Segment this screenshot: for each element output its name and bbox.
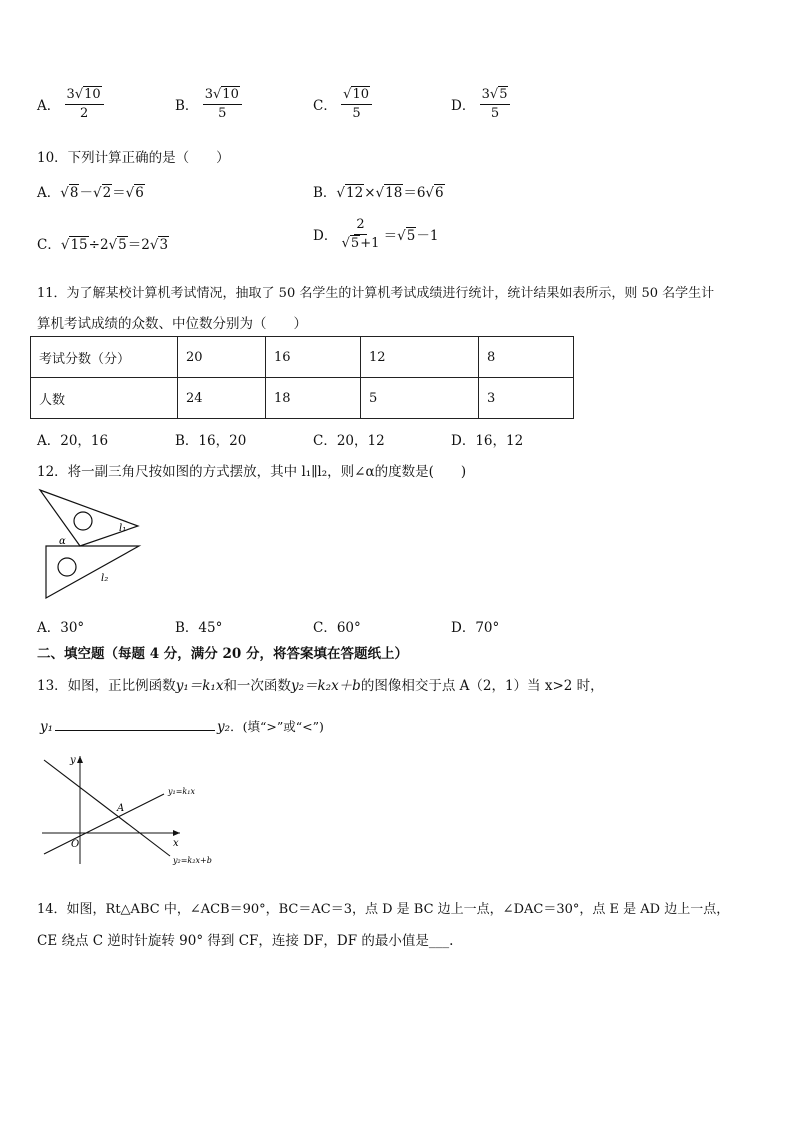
table-cell: 5 [361,378,479,419]
fraction: $\frac{2}{√5+1}$ [341,217,380,251]
q12-option-d: D．70° [451,620,500,636]
q9-option-a [37,88,104,120]
y-axis-arrow [77,756,83,763]
option-letter: D． [451,98,476,115]
table-cell: 24 [178,378,266,419]
option-letter: C． [313,98,337,115]
q12-option-b: B．45° [175,620,223,636]
q12-option-a: A．30° [37,620,85,636]
q10-option-b: B．√12×√18＝6√6 [313,185,444,201]
q10-option-c: C．√15÷2√5＝2√3 [37,237,169,253]
q13-stem: 13．如图，正比例函数y₁＝k₁x和一次函数y₂＝k₂x＋b的图像相交于点 A（2，1）当 x>2 时， [37,678,604,694]
line2-label: y₂=k₂x+b [173,856,212,865]
answer-blank [55,716,215,731]
table-cell: 考试分数（分） [31,337,178,378]
point-a-label: A [117,803,125,814]
origin-label: O [71,839,80,850]
q10-option-a: A．√8－√2＝√6 [37,185,144,201]
function-graph [38,752,228,872]
triangle-rulers-figure [35,486,145,606]
l1-label: l₁ [119,523,127,534]
fraction: $\frac{3√5}{5}$ [480,88,511,120]
table-cell: 12 [361,337,479,378]
table-cell: 人数 [31,378,178,419]
score-table [30,336,574,419]
upper-triangle [40,490,138,546]
q12-option-c: C．60° [313,620,361,636]
table-cell: 18 [266,378,361,419]
table-cell: 3 [479,378,574,419]
line1-label: y₁=k₁x [168,787,195,796]
l2-label: l₂ [101,573,109,584]
table-row [31,378,574,419]
q10-option-d: D． $\frac{2}{√5+1}$ ＝√5－1 [313,217,439,251]
table-cell: 20 [178,337,266,378]
q9-option-b [175,88,242,120]
x-axis-label: x [173,838,179,849]
q10-stem: 10．下列计算正确的是（ ） [37,150,230,166]
table-cell: 16 [266,337,361,378]
q12-stem: 12．将一副三角尺按如图的方式摆放，其中 l₁∥l₂，则∠α的度数是( ) [37,464,467,480]
q9-option-d [451,88,510,120]
q11-option-d: D．16，12 [451,433,524,449]
line-y2 [44,760,170,856]
q13-answer-line: y₁ y₂．(填“>”或“<”) [40,716,324,735]
section-heading: 二、填空题（每题 4 分，满分 20 分，将答案填在答题纸上） [37,646,408,662]
fraction: $\frac{√10}{5}$ [341,88,372,120]
upper-hole [74,512,92,530]
q14-line2: CE 绕点 C 逆时针旋转 90° 得到 CF，连接 DF，DF 的最小值是___. [37,933,454,949]
y-axis-label: y [70,755,76,766]
option-letter: A． [37,98,61,115]
table-row [31,337,574,378]
q11-stem-line2: 算机考试成绩的众数、中位数分别为（ ） [37,316,307,332]
q11-option-b: B．16，20 [175,433,247,449]
q9-option-c [313,88,372,120]
line-y1 [44,794,164,854]
table-cell: 8 [479,337,574,378]
q11-stem-line1: 11．为了解某校计算机考试情况，抽取了 50 名学生的计算机考试成绩进行统计，统计结果如表所示，则 50 名学生计 [37,286,715,301]
x-axis-arrow [173,830,180,836]
alpha-label: α [59,536,66,547]
q14-line1: 14．如图，Rt△ABC 中，∠ACB＝90°，BC＝AC＝3，点 D 是 BC 边上一点，∠DAC＝30°，点 E 是 AD 边上一点， [37,902,730,917]
option-letter: B． [175,98,199,115]
fraction: $\frac{3√10}{5}$ [203,88,242,120]
q11-option-c: C．20，12 [313,433,385,449]
lower-hole [58,558,76,576]
q11-option-a: A．20，16 [37,433,109,449]
fraction: $\frac{3√10}{2}$ [65,88,104,120]
